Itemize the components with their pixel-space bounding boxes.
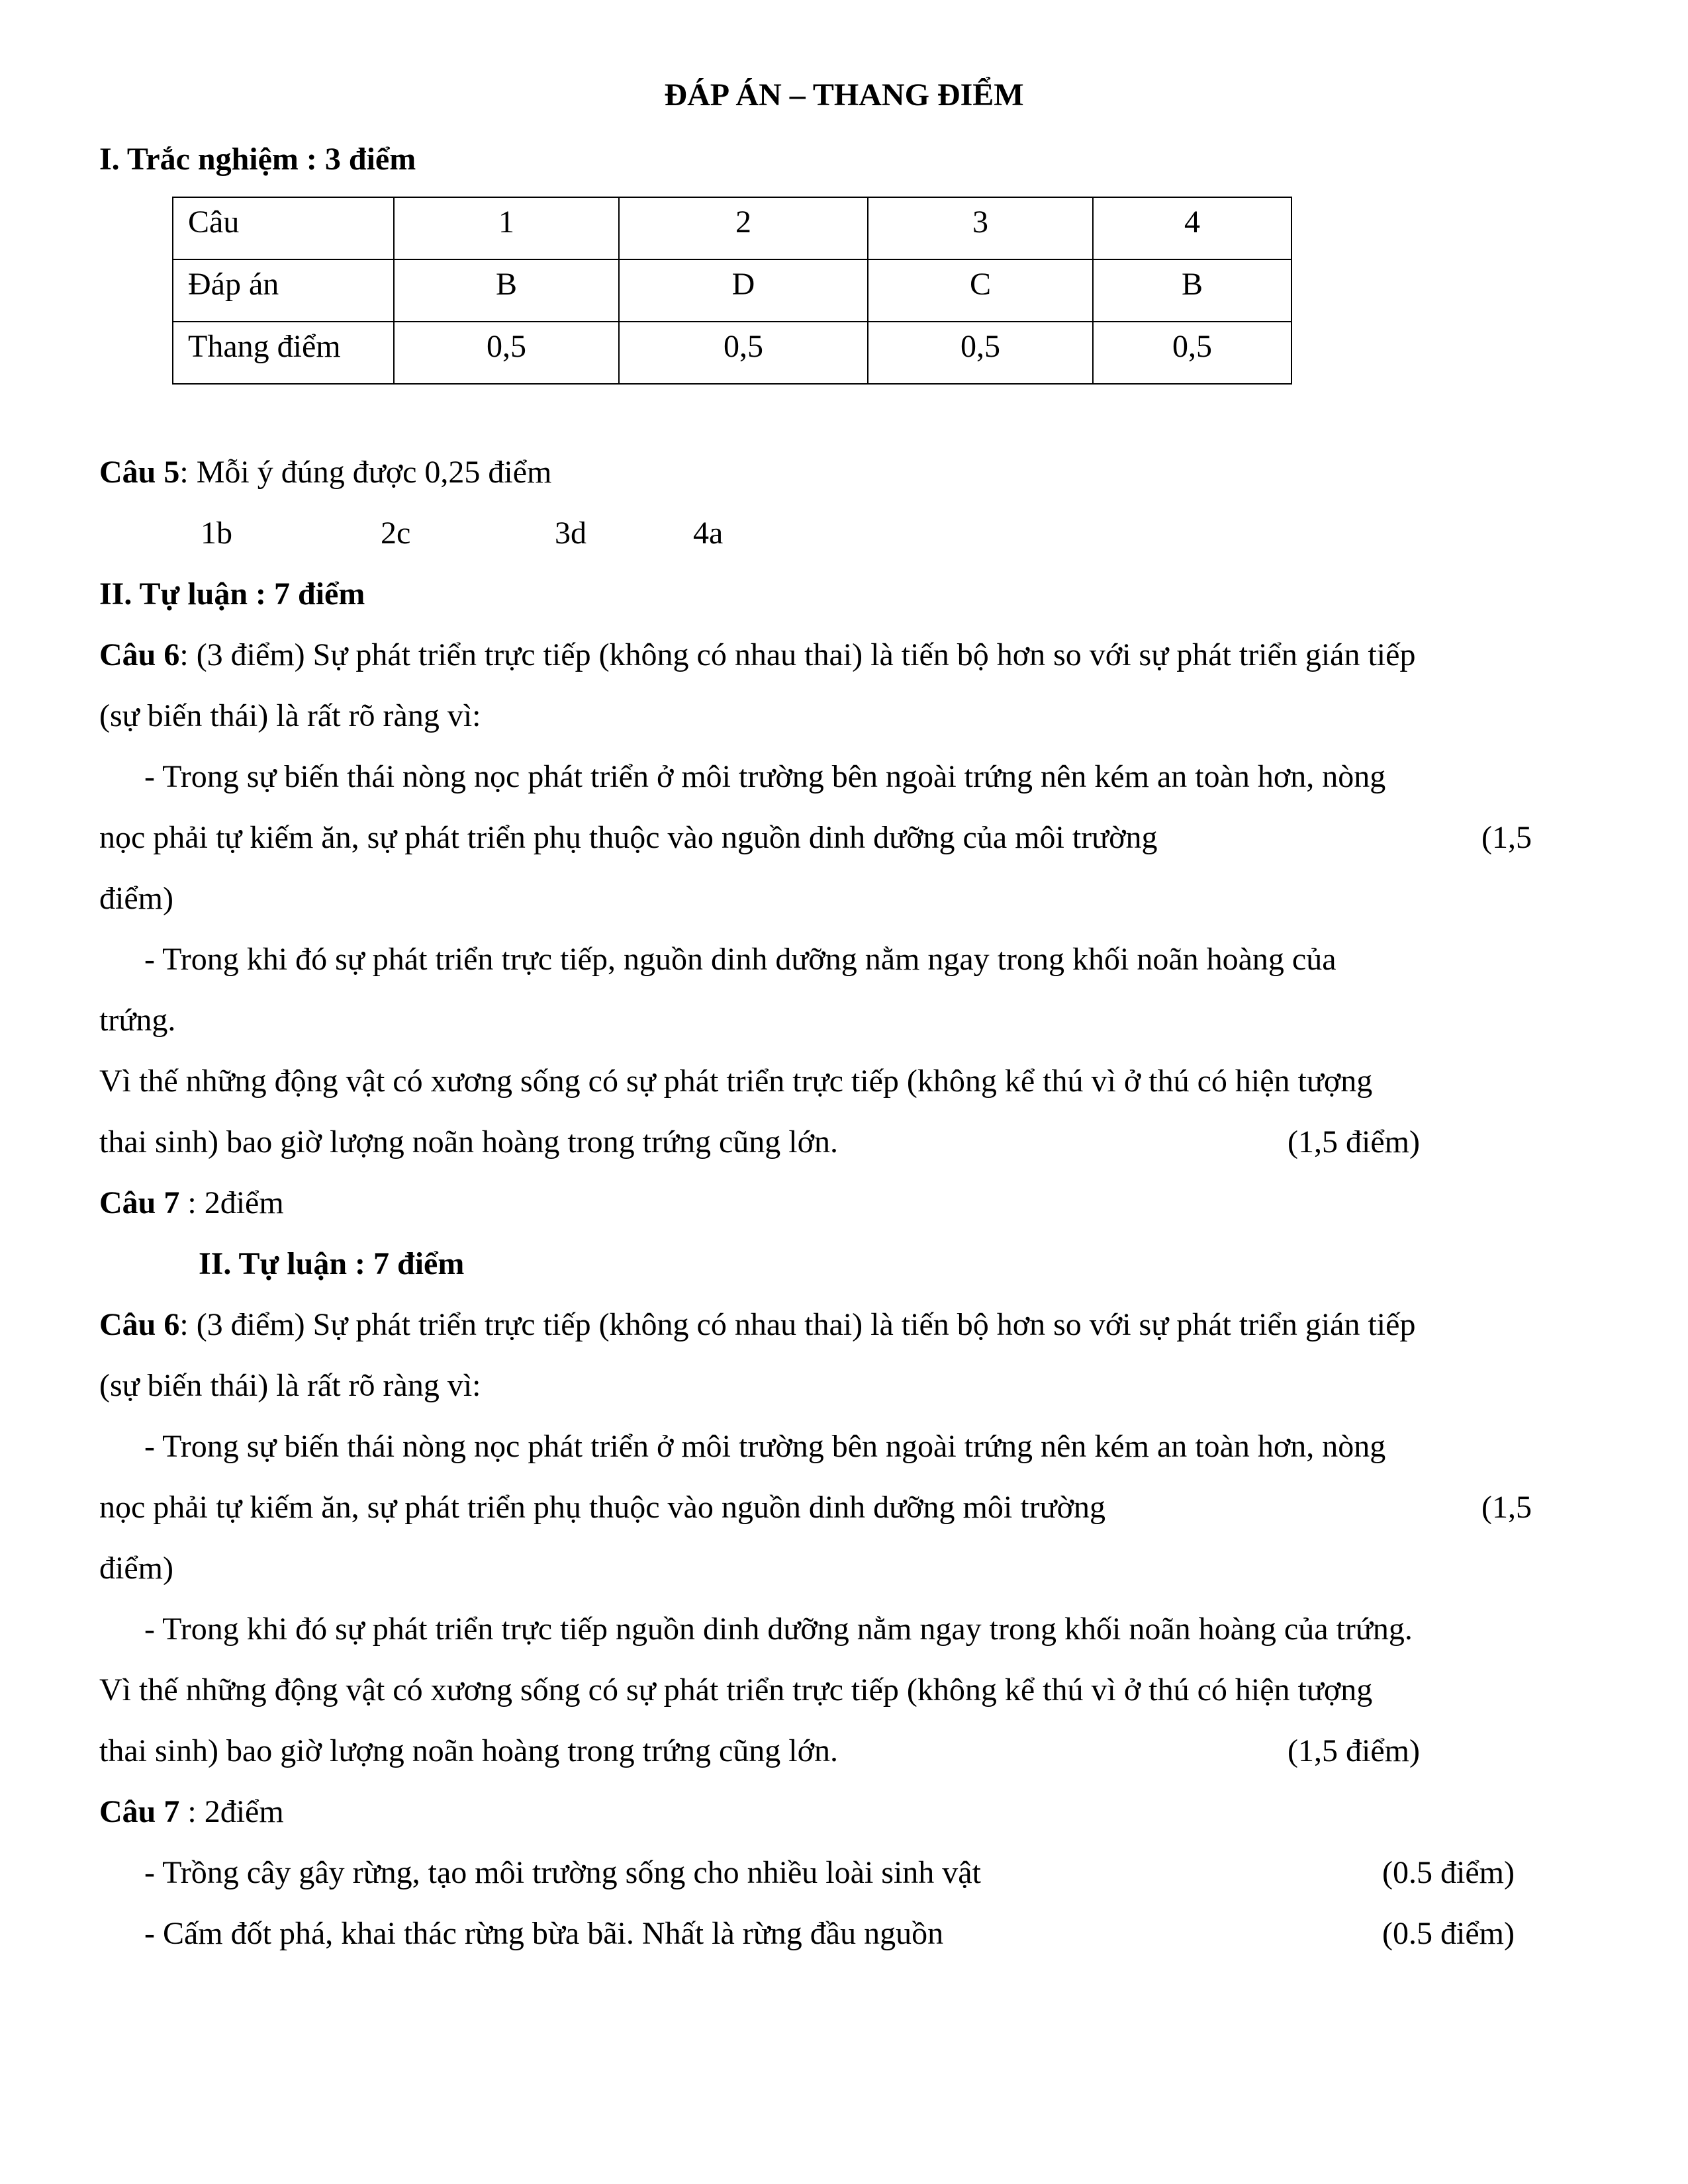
question-label: Câu 7 (99, 1794, 180, 1829)
score-label: (1,5 (1481, 1490, 1532, 1525)
cau6-intro (99, 1295, 1415, 1355)
score-label: (0.5 điểm) (1382, 1855, 1515, 1890)
row-header: Câu (173, 197, 394, 259)
section-heading-tu-luan: II. Tự luận : 7 điểm (99, 576, 365, 612)
cau5-answer: 4a (693, 516, 724, 551)
row-header: Đáp án (173, 259, 394, 322)
answer-table (172, 197, 1292, 385)
list-item: - Cấm đốt phá, khai thác rừng bừa bãi. Nhất là rừng đầu nguồn (144, 1916, 944, 1951)
table-cell: 1 (394, 197, 619, 259)
table-cell: 2 (619, 197, 868, 259)
cau5-answer: 2c (381, 516, 411, 551)
question-label: Câu 7 (99, 1185, 180, 1220)
row-header: Thang điểm (173, 322, 394, 384)
table-cell: D (619, 259, 868, 322)
section-heading-tu-luan: II. Tự luận : 7 điểm (199, 1246, 465, 1281)
table-cell: B (1093, 259, 1291, 322)
table-cell: 4 (1093, 197, 1291, 259)
cau5-line (99, 442, 551, 503)
question-label: Câu 6 (99, 637, 180, 672)
table-cell: 0,5 (868, 322, 1093, 384)
score-label: (1,5 điểm) (1288, 1124, 1420, 1160)
paragraph-line: - Trong sự biến thái nòng nọc phát triển ở môi trường bên ngoài trứng nên kém an toàn hơn, nòng (144, 759, 1386, 794)
question-label: Câu 6 (99, 1307, 180, 1342)
cau7-line (99, 1782, 284, 1843)
paragraph-line: - Trong sự biến thái nòng nọc phát triển ở môi trường bên ngoài trứng nên kém an toàn hơn, nòng (144, 1429, 1386, 1464)
paragraph-line: (sự biến thái) là rất rõ ràng vì: (99, 1368, 481, 1403)
cau7-line (99, 1173, 284, 1234)
table-cell: B (394, 259, 619, 322)
question-text: : 2điểm (179, 1794, 284, 1829)
paragraph-line: trứng. (99, 1003, 176, 1038)
score-label: điểm) (99, 881, 173, 916)
table-cell: 0,5 (619, 322, 868, 384)
list-item: - Trồng cây gây rừng, tạo môi trường sống cho nhiều loài sinh vật (144, 1855, 981, 1890)
score-label: điểm) (99, 1551, 173, 1586)
table-row (173, 322, 1291, 384)
cau5-answer: 1b (201, 516, 232, 551)
table-row (173, 197, 1291, 259)
page-title: ĐÁP ÁN – THANG ĐIỂM (664, 77, 1024, 113)
paragraph-line: Vì thế những động vật có xương sống có sự phát triển trực tiếp (không kể thú vì ở thú có hiện tượng (99, 1672, 1373, 1707)
paragraph-line: nọc phải tự kiếm ăn, sự phát triển phụ thuộc vào nguồn dinh dưỡng môi trường (99, 1490, 1105, 1525)
cau5-answer: 3d (555, 516, 586, 551)
section-heading-trac-nghiem: I. Trắc nghiệm : 3 điểm (99, 142, 416, 177)
paragraph-line: thai sinh) bao giờ lượng noãn hoàng trong trứng cũng lớn. (99, 1733, 839, 1768)
question-label: Câu 5 (99, 455, 180, 490)
paragraph-line: (sự biến thái) là rất rõ ràng vì: (99, 698, 481, 733)
question-text: : (3 điểm) Sự phát triển trực tiếp (không có nhau thai) là tiến bộ hơn so với sự phát triển gián tiếp (179, 1307, 1416, 1342)
paragraph-line: thai sinh) bao giờ lượng noãn hoàng trong trứng cũng lớn. (99, 1124, 839, 1160)
paragraph-line: - Trong khi đó sự phát triển trực tiếp nguồn dinh dưỡng nằm ngay trong khối noãn hoàng của trứng. (144, 1612, 1413, 1647)
score-label: (0.5 điểm) (1382, 1916, 1515, 1951)
paragraph-line: Vì thế những động vật có xương sống có sự phát triển trực tiếp (không kể thú vì ở thú có hiện tượng (99, 1064, 1373, 1099)
table-cell: 0,5 (1093, 322, 1291, 384)
table-cell: 3 (868, 197, 1093, 259)
table-cell: C (868, 259, 1093, 322)
paragraph-line: nọc phải tự kiếm ăn, sự phát triển phụ thuộc vào nguồn dinh dưỡng của môi trường (99, 820, 1158, 855)
score-label: (1,5 điểm) (1288, 1733, 1420, 1768)
cau6-intro (99, 625, 1415, 686)
table-cell: 0,5 (394, 322, 619, 384)
question-text: : (3 điểm) Sự phát triển trực tiếp (không có nhau thai) là tiến bộ hơn so với sự phát triển gián tiếp (179, 637, 1416, 672)
question-text: : Mỗi ý đúng được 0,25 điểm (179, 455, 552, 490)
table-row (173, 259, 1291, 322)
question-text: : 2điểm (179, 1185, 284, 1220)
score-label: (1,5 (1481, 820, 1532, 855)
paragraph-line: - Trong khi đó sự phát triển trực tiếp, nguồn dinh dưỡng nằm ngay trong khối noãn hoàng của (144, 942, 1336, 977)
